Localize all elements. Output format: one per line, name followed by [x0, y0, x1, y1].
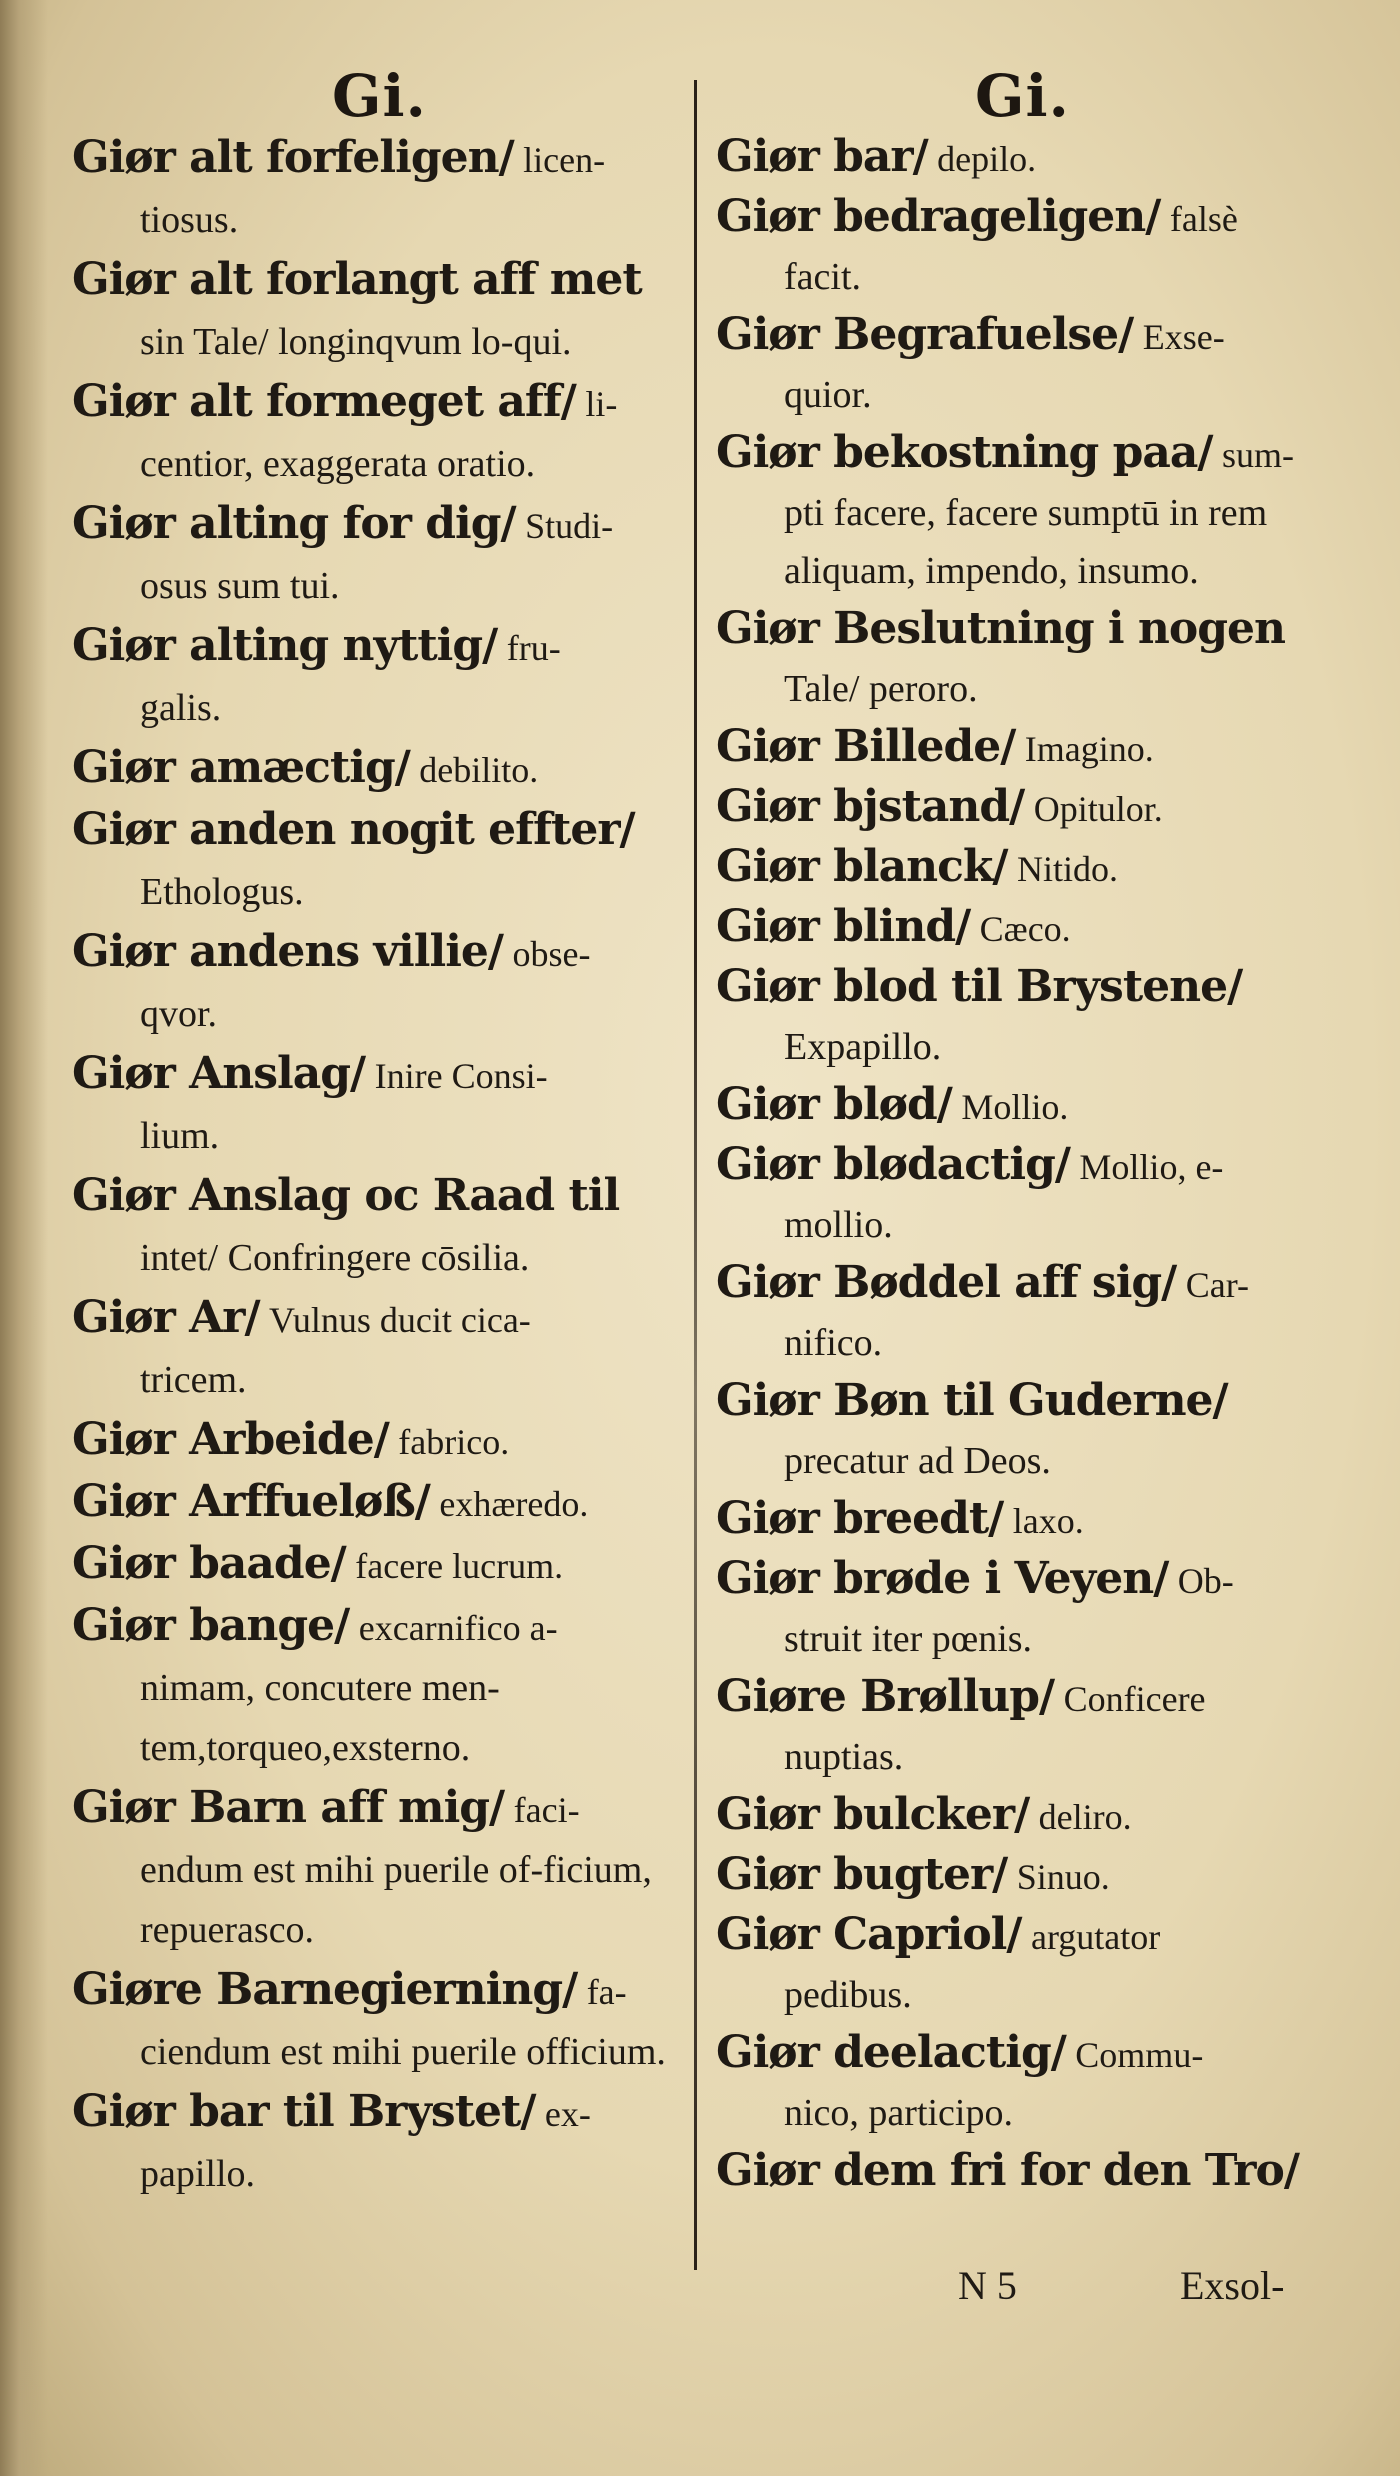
dictionary-entry [72, 1778, 692, 1960]
entry-continuation: intet/ Confringere cōsilia. [140, 1237, 530, 1279]
entry-gloss: fa- [586, 1972, 627, 2012]
entry-continuation: pedibus. [784, 1974, 912, 2016]
entry-headword: Giør blød/ [716, 1079, 952, 1130]
entry-gloss: Opitulor. [1033, 789, 1163, 829]
dictionary-entry [716, 1846, 1336, 1906]
entry-headword: Giør alt formeget aff/ [72, 376, 576, 427]
dictionary-entry [716, 1254, 1336, 1372]
entry-gloss: li- [585, 384, 618, 424]
entry-continuation: facit. [784, 256, 862, 298]
dictionary-entry [716, 2024, 1336, 2142]
entry-gloss: facere lucrum. [355, 1546, 564, 1586]
entry-headword: Giør amæctig/ [72, 742, 410, 793]
entry-headword: Giør Bøddel aff sig/ [716, 1257, 1177, 1308]
entry-gloss: exhæredo. [439, 1484, 589, 1524]
entry-continuation: osus sum tui. [140, 565, 340, 607]
entry-headword: Giør andens villie/ [72, 926, 503, 977]
dictionary-entry [72, 1288, 692, 1410]
entry-headword: Giør Arffueløß/ [72, 1476, 430, 1527]
dictionary-entry [716, 1076, 1336, 1136]
entry-headword: Giør Billede/ [716, 721, 1016, 772]
entry-continuation: galis. [140, 687, 222, 729]
entry-gloss: Nitido. [1016, 849, 1118, 889]
entry-gloss: Mollio. [961, 1087, 1069, 1127]
dictionary-entry [72, 1472, 692, 1534]
entry-gloss: deliro. [1038, 1797, 1132, 1837]
entry-headword: Giør Ar/ [72, 1292, 260, 1343]
entry-headword: Giøre Brøllup/ [716, 1671, 1055, 1722]
entry-headword: Giør Bøn til Guderne/ [716, 1375, 1228, 1426]
dictionary-entry [72, 738, 692, 800]
dictionary-entry [72, 128, 692, 250]
entry-gloss: Imagino. [1024, 729, 1154, 769]
entry-gloss: laxo. [1012, 1501, 1084, 1541]
entry-continuation: precatur ad Deos. [784, 1440, 1051, 1482]
entry-headword: Giør blødactig/ [716, 1139, 1070, 1190]
entry-headword: Giør Begrafuelse/ [716, 309, 1134, 360]
dictionary-entry [716, 2142, 1336, 2202]
entry-headword: Giør bar til Brystet/ [72, 2086, 536, 2137]
entry-continuation: quior. [784, 374, 872, 416]
dictionary-entry [716, 1372, 1336, 1490]
entry-headword: Giør Beslutning i nogen [716, 603, 1286, 654]
entry-headword: Giør deelactig/ [716, 2027, 1066, 2078]
catchword: Exsol- [1180, 2263, 1285, 2308]
entry-gloss: Commu- [1075, 2035, 1204, 2075]
dictionary-entry [716, 1550, 1336, 1668]
dictionary-entry [72, 1596, 692, 1778]
dictionary-entry [72, 616, 692, 738]
dictionary-entry [716, 958, 1336, 1076]
entry-headword: Giør Capriol/ [716, 1909, 1022, 1960]
entry-headword: Giør dem fri for den Tro/ [716, 2145, 1299, 2196]
entry-gloss: Exse- [1142, 317, 1225, 357]
entry-continuation: nico, participo. [784, 2092, 1013, 2134]
entry-continuation: nuptias. [784, 1736, 904, 1778]
dictionary-entry [72, 1044, 692, 1166]
entry-headword: Giør bedrageligen/ [716, 191, 1161, 242]
entry-headword: Giør bugter/ [716, 1849, 1008, 1900]
entry-gloss: Ob- [1177, 1561, 1234, 1601]
entry-gloss: Conficere [1063, 1679, 1206, 1719]
dictionary-entry [716, 778, 1336, 838]
dictionary-entry [716, 838, 1336, 898]
dictionary-entry [716, 188, 1336, 306]
entry-headword: Giør brøde i Veyen/ [716, 1553, 1169, 1604]
dictionary-entry [72, 1960, 692, 2082]
dictionary-entry [72, 1166, 692, 1288]
dictionary-entry [72, 922, 692, 1044]
entry-continuation: nimam, concutere men-tem,torqueo,exsterno. [140, 1667, 500, 1769]
entry-gloss: faci- [513, 1790, 580, 1830]
entry-gloss: licen- [523, 140, 606, 180]
entry-continuation: lium. [140, 1115, 220, 1157]
entry-gloss: ex- [544, 2094, 591, 2134]
entry-gloss: Car- [1185, 1265, 1249, 1305]
entry-gloss: fru- [506, 628, 561, 668]
entry-gloss: debilito. [419, 750, 539, 790]
entry-headword: Giør Anslag oc Raad til [72, 1170, 620, 1221]
entry-headword: Giør alt forfeligen/ [72, 132, 514, 183]
entry-headword: Giør baade/ [72, 1538, 346, 1589]
entry-gloss: Sinuo. [1016, 1857, 1110, 1897]
entry-continuation: Tale/ peroro. [784, 668, 978, 710]
entry-continuation: sin Tale/ longinqvum lo-qui. [140, 321, 572, 363]
entry-continuation: tricem. [140, 1359, 247, 1401]
entry-headword: Giør Anslag/ [72, 1048, 366, 1099]
dictionary-entry [716, 1668, 1336, 1786]
entry-headword: Giør bange/ [72, 1600, 350, 1651]
entry-continuation: ciendum est mihi puerile officium. [140, 2031, 666, 2073]
entry-continuation: papillo. [140, 2153, 256, 2195]
dictionary-entry [72, 800, 692, 922]
entry-headword: Giør bjstand/ [716, 781, 1025, 832]
entry-continuation: pti facere, facere sumptū in rem aliquam, impendo, insumo. [784, 492, 1268, 592]
column-divider [694, 80, 697, 2270]
entry-headword: Giør alting for dig/ [72, 498, 516, 549]
dictionary-entry [72, 372, 692, 494]
entry-headword: Giør blod til Brystene/ [716, 961, 1243, 1012]
entry-continuation: Ethologus. [140, 871, 304, 913]
entry-gloss: excarnifico a- [358, 1608, 558, 1648]
entry-headword: Giør bekostning paa/ [716, 427, 1213, 478]
entry-headword: Giør blanck/ [716, 841, 1008, 892]
entry-headword: Giøre Barnegierning/ [72, 1964, 578, 2015]
dictionary-entry [72, 250, 692, 372]
entry-gloss: argutator [1030, 1917, 1161, 1957]
entry-headword: Giør anden nogit effter/ [72, 804, 635, 855]
entry-headword: Giør Barn aff mig/ [72, 1782, 505, 1833]
entry-headword: Giør bar/ [716, 131, 928, 182]
dictionary-entry [72, 2082, 692, 2204]
binding-shadow [0, 0, 48, 2476]
dictionary-entry [72, 494, 692, 616]
entry-headword: Giør alt forlangt aff met [72, 254, 642, 305]
entry-gloss: falsè [1169, 199, 1238, 239]
dictionary-entry [716, 1786, 1336, 1846]
entry-continuation: qvor. [140, 993, 218, 1035]
entry-continuation: struit iter pœnis. [784, 1618, 1033, 1660]
entry-continuation: Expapillo. [784, 1026, 942, 1068]
entry-gloss: sum- [1221, 435, 1294, 475]
entry-gloss: Cæco. [979, 909, 1071, 949]
entry-headword: Giør bulcker/ [716, 1789, 1030, 1840]
left-column-header: Gi. [332, 62, 427, 130]
right-column-header: Gi. [975, 62, 1070, 130]
dictionary-entry [716, 1136, 1336, 1254]
entry-gloss: depilo. [937, 139, 1037, 179]
dictionary-entry [716, 600, 1336, 718]
dictionary-entry [716, 424, 1336, 600]
dictionary-entry [72, 1534, 692, 1596]
entry-gloss: Inire Consi- [374, 1056, 548, 1096]
dictionary-entry [716, 128, 1336, 188]
entry-gloss: obse- [512, 934, 591, 974]
entry-headword: Giør alting nyttig/ [72, 620, 498, 671]
entry-headword: Giør blind/ [716, 901, 971, 952]
entry-continuation: tiosus. [140, 199, 239, 241]
entry-continuation: endum est mihi puerile of-ficium, repuerasco. [140, 1849, 652, 1951]
entry-continuation: mollio. [784, 1204, 893, 1246]
dictionary-entry [716, 1906, 1336, 2024]
entry-gloss: Studi- [525, 506, 614, 546]
dictionary-entry [716, 1490, 1336, 1550]
dictionary-entry [716, 306, 1336, 424]
entry-gloss: fabrico. [398, 1422, 510, 1462]
dictionary-entry [72, 1410, 692, 1472]
dictionary-entry [716, 718, 1336, 778]
left-column [72, 128, 692, 2204]
entry-headword: Giør breedt/ [716, 1493, 1004, 1544]
entry-headword: Giør Arbeide/ [72, 1414, 389, 1465]
entry-continuation: nifico. [784, 1322, 883, 1364]
right-column [716, 128, 1336, 2202]
entry-gloss: Mollio, e- [1079, 1147, 1224, 1187]
entry-continuation: centior, exaggerata oratio. [140, 443, 536, 485]
entry-gloss: Vulnus ducit cica- [269, 1300, 531, 1340]
signature-mark: N 5 [958, 2263, 1017, 2308]
dictionary-entry [716, 898, 1336, 958]
